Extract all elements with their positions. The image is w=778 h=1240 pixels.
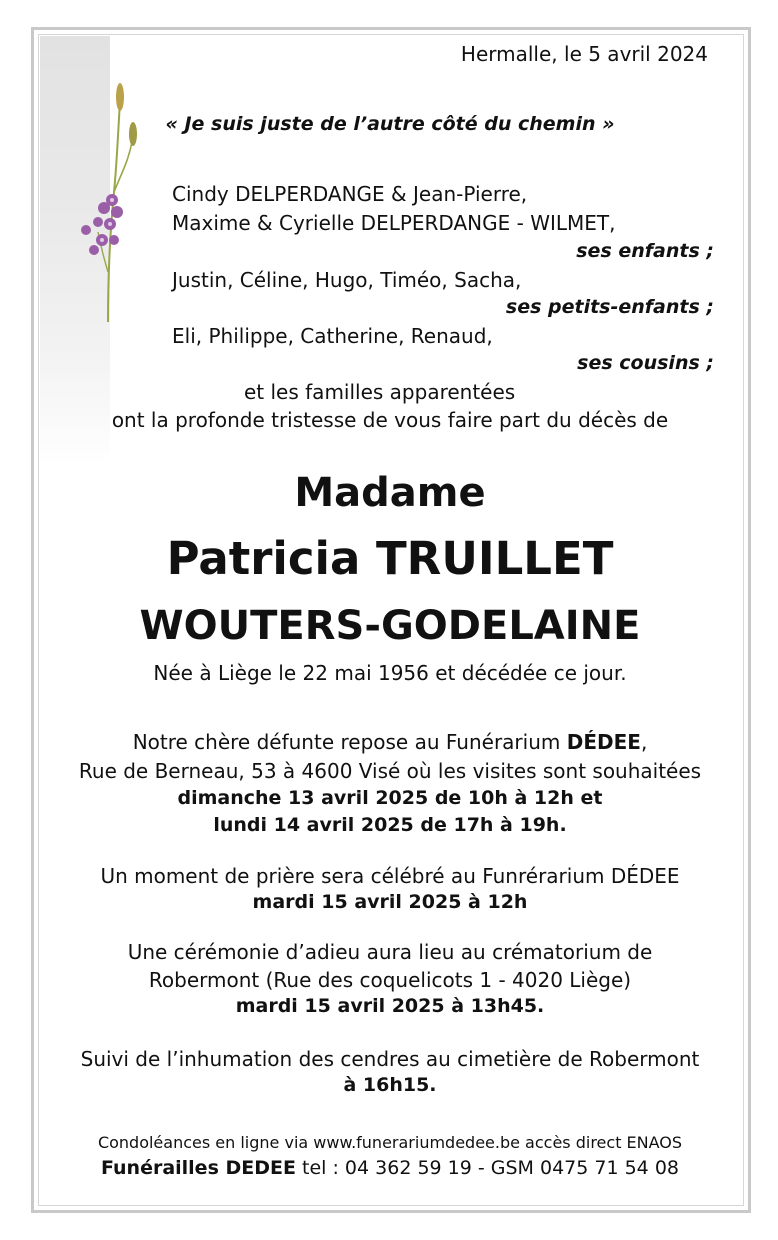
epitaph-quote: « Je suis juste de l’autre côté du chemin » bbox=[165, 113, 615, 135]
children-role: ses enfants ; bbox=[576, 240, 714, 262]
ceremony-line-3: mardi 15 avril 2025 à 13h45. bbox=[235, 995, 545, 1017]
cousins-line: Eli, Philippe, Catherine, Renaud, bbox=[172, 324, 493, 348]
visitation-line-3: dimanche 13 avril 2025 de 10h à 12h et bbox=[177, 787, 603, 809]
contact-numbers: tel : 04 362 59 19 - GSM 0475 71 54 08 bbox=[295, 1157, 679, 1179]
birth-death-line: Née à Liège le 22 mai 1956 et décédée ce jour. bbox=[153, 661, 627, 685]
deceased-maiden-name: WOUTERS-GODELAINE bbox=[139, 603, 641, 649]
grandchildren-line: Justin, Céline, Hugo, Timéo, Sacha, bbox=[172, 268, 522, 292]
burial-line-2: à 16h15. bbox=[343, 1074, 437, 1096]
cousins-role: ses cousins ; bbox=[577, 352, 714, 374]
visitation-line-4: lundi 14 avril 2025 de 17h à 19h. bbox=[213, 814, 567, 836]
footer-contact-line bbox=[40, 1157, 740, 1179]
company-name: Funérailles DEDEE bbox=[100, 1157, 296, 1179]
visitation-line-2: Rue de Berneau, 53 à 4600 Visé où les visites sont souhaitées bbox=[78, 759, 702, 783]
ceremony-line-1: Une cérémonie d’adieu aura lieu au crématorium de bbox=[127, 940, 653, 964]
relatives-line: et les familles apparentées bbox=[244, 380, 516, 404]
children-line-2: Maxime & Cyrielle DELPERDANGE - WILMET, bbox=[172, 211, 616, 235]
deceased-name: Patricia TRUILLET bbox=[166, 532, 614, 585]
funeral-home-name: DÉDEE bbox=[566, 730, 641, 754]
announcement-line: ont la profonde tristesse de vous faire part du décès de bbox=[111, 408, 669, 432]
prayer-line-1: Un moment de prière sera célébré au Funrérarium DÉDEE bbox=[100, 864, 680, 888]
condolences-line: Condoléances en ligne via www.funerariumdedee.be accès direct ENAOS bbox=[97, 1133, 683, 1152]
visitation-line-1 bbox=[40, 730, 740, 754]
visitation-punct: , bbox=[640, 730, 648, 754]
grandchildren-role: ses petits-enfants ; bbox=[505, 296, 714, 318]
date-line: Hermalle, le 5 avril 2024 bbox=[460, 42, 708, 66]
children-line-1: Cindy DELPERDANGE & Jean-Pierre, bbox=[172, 182, 528, 206]
wildflower-illustration bbox=[62, 72, 152, 322]
burial-line-1: Suivi de l’inhumation des cendres au cimetière de Robermont bbox=[80, 1047, 700, 1071]
ceremony-line-2: Robermont (Rue des coquelicots 1 - 4020 Liège) bbox=[148, 968, 632, 992]
deceased-title: Madame bbox=[294, 470, 486, 516]
prayer-line-2: mardi 15 avril 2025 à 12h bbox=[252, 891, 528, 913]
visitation-text: Notre chère défunte repose au Funérarium bbox=[132, 730, 567, 754]
